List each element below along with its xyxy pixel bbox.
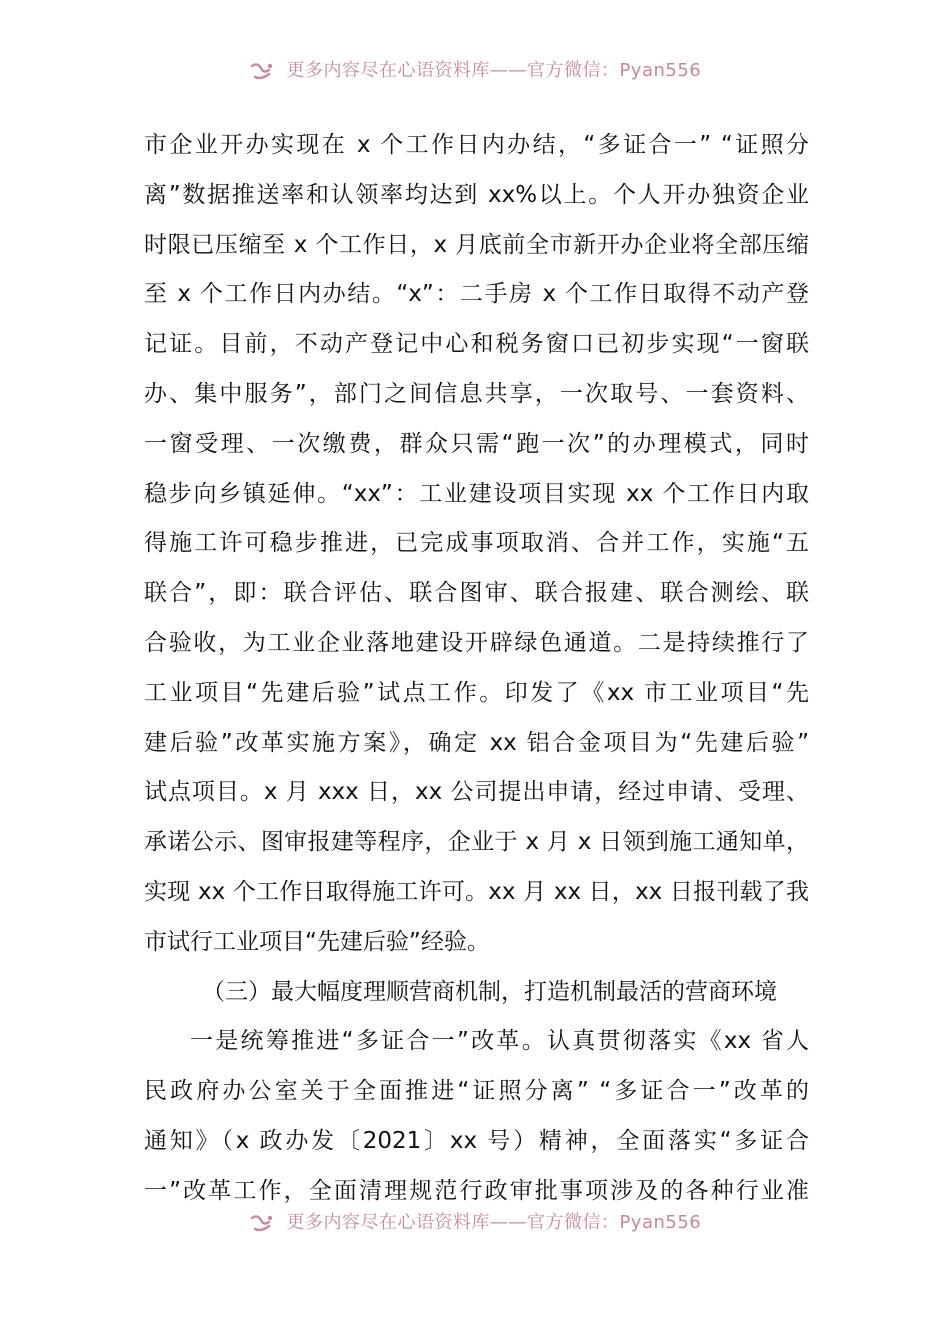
- text-line: 一窗受理、一次缴费，群众只需“跑一次”的办理模式，同时: [144, 430, 809, 457]
- text-line: 稳步向乡镇延伸。“xx”：工业建设项目实现 xx 个工作日内取: [144, 480, 809, 507]
- section-heading: （三）最大幅度理顺营商机制，打造机制最活的营商环境: [202, 978, 777, 1005]
- text-line: 时限已压缩至 x 个工作日，x 月底前全市新开办企业将全部压缩: [144, 231, 809, 258]
- text-line: 离”数据推送率和认领率均达到 xx%以上。个人开办独资企业: [144, 181, 809, 208]
- document-body: [144, 121, 809, 1217]
- text-line: 民政府办公室关于全面推进“证照分离” “多证合一”改革的: [144, 1078, 809, 1105]
- text-line: 试点项目。x 月 xxx 日，xx 公司提出申请，经过申请、受理、: [144, 779, 809, 806]
- watermark-logo-icon: [249, 60, 275, 82]
- watermark-logo-icon: [249, 1212, 275, 1234]
- watermark-text: 更多内容尽在心语资料库——官方微信：Pyan556: [286, 60, 702, 81]
- text-line: 一是统筹推进“多证合一”改革。认真贯彻落实《xx 省人: [190, 1028, 809, 1055]
- text-line: 一”改革工作，全面清理规范行政审批事项涉及的各种行业准: [144, 1177, 809, 1204]
- text-line: 至 x 个工作日内办结。“x”：二手房 x 个工作日取得不动产登: [144, 281, 809, 308]
- text-line: 记证。目前，不动产登记中心和税务窗口已初步实现“一窗联: [144, 331, 809, 358]
- watermark-text: 更多内容尽在心语资料库——官方微信：Pyan556: [286, 1212, 702, 1233]
- text-line: 联合”，即：联合评估、联合图审、联合报建、联合测绘、联: [144, 580, 809, 607]
- watermark-header: [0, 58, 950, 84]
- text-line: 得施工许可稳步推进，已完成事项取消、合并工作，实施“五: [144, 530, 809, 557]
- text-line: 实现 xx 个工作日取得施工许可。xx 月 xx 日，xx 日报刊载了我: [144, 878, 809, 905]
- text-line: 合验收，为工业企业落地建设开辟绿色通道。二是持续推行了: [144, 629, 809, 656]
- text-line: 市企业开办实现在 x 个工作日内办结，“多证合一” “证照分: [144, 132, 809, 158]
- text-line: 办、集中服务”，部门之间信息共享，一次取号、一套资料、: [144, 380, 809, 407]
- text-line: 承诺公示、图审报建等程序，企业于 x 月 x 日领到施工通知单，: [144, 829, 809, 856]
- text-line: 建后验”改革实施方案》，确定 xx 铝合金项目为“先建后验”: [144, 729, 809, 756]
- watermark-footer: [0, 1210, 950, 1236]
- text-line: 通知》（x 政办发〔2021〕xx 号）精神，全面落实“多证合: [144, 1127, 809, 1154]
- text-line: 工业项目“先建后验”试点工作。印发了《xx 市工业项目“先: [144, 679, 809, 706]
- text-line: 市试行工业项目“先建后验”经验。: [144, 928, 490, 955]
